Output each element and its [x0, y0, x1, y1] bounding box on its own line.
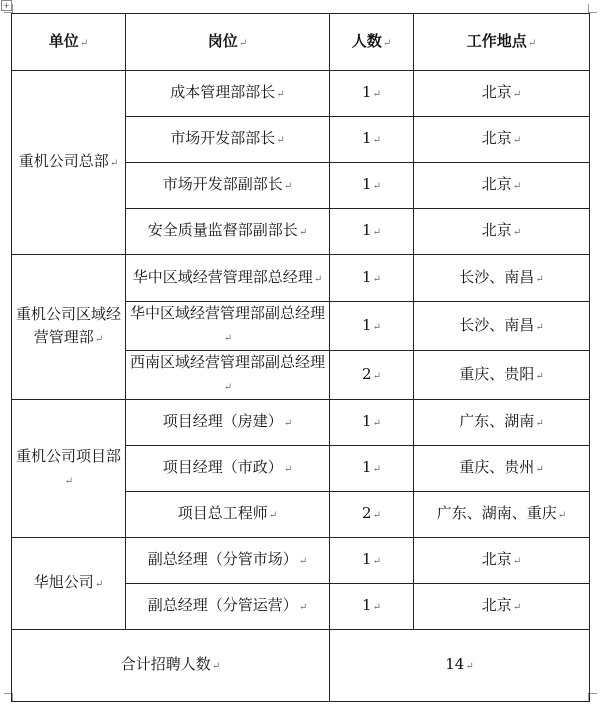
count-cell: 1↵ — [330, 163, 414, 209]
unit-cell: 重机公司项目部↵ — [12, 400, 126, 538]
position-cell: 副总经理（分管市场）↵ — [126, 538, 330, 584]
unit-cell: 重机公司总部↵ — [12, 71, 126, 255]
count-cell: 1↵ — [330, 71, 414, 117]
position-cell: 项目经理（房建）↵ — [126, 400, 330, 446]
count-cell: 1↵ — [330, 209, 414, 255]
position-cell: 副总经理（分管运营）↵ — [126, 584, 330, 630]
table-row — [12, 400, 590, 446]
position-cell: 项目总工程师↵ — [126, 492, 330, 538]
position-cell: 项目经理（市政）↵ — [126, 446, 330, 492]
page-corner-mark — [588, 4, 597, 13]
position-cell: 安全质量监督部副部长↵ — [126, 209, 330, 255]
location-cell: 北京↵ — [414, 117, 590, 163]
table-row — [12, 538, 590, 584]
header-location: 工作地点↵ — [414, 14, 590, 71]
total-row — [12, 630, 590, 702]
position-cell: 华中区域经营管理部副总经理↵ — [126, 302, 330, 351]
position-cell: 华中区域经营管理部总经理↵ — [126, 255, 330, 302]
unit-cell: 重机公司区域经营管理部↵ — [12, 255, 126, 400]
location-cell: 北京↵ — [414, 71, 590, 117]
count-cell: 2↵ — [330, 492, 414, 538]
total-label: 合计招聘人数↵ — [12, 630, 330, 702]
location-cell: 长沙、南昌↵ — [414, 255, 590, 302]
table-header-row — [12, 14, 590, 71]
count-cell: 2↵ — [330, 351, 414, 400]
page-corner-mark — [4, 4, 13, 13]
table-row — [12, 255, 590, 302]
position-cell: 市场开发部副部长↵ — [126, 163, 330, 209]
header-unit: 单位↵ — [12, 14, 126, 71]
table-anchor-icon[interactable]: + — [1, 0, 12, 11]
header-position: 岗位↵ — [126, 14, 330, 71]
location-cell: 重庆、贵州↵ — [414, 446, 590, 492]
count-cell: 1↵ — [330, 538, 414, 584]
location-cell: 北京↵ — [414, 538, 590, 584]
location-cell: 广东、湖南、重庆↵ — [414, 492, 590, 538]
location-cell: 北京↵ — [414, 163, 590, 209]
count-cell: 1↵ — [330, 446, 414, 492]
position-cell: 成本管理部部长↵ — [126, 71, 330, 117]
location-cell: 长沙、南昌↵ — [414, 302, 590, 351]
position-cell: 西南区域经营管理部副总经理↵ — [126, 351, 330, 400]
location-cell: 北京↵ — [414, 584, 590, 630]
location-cell: 重庆、贵阳↵ — [414, 351, 590, 400]
header-count: 人数↵ — [330, 14, 414, 71]
recruitment-table — [11, 13, 590, 702]
location-cell: 广东、湖南↵ — [414, 400, 590, 446]
table-row — [12, 71, 590, 117]
position-cell: 市场开发部部长↵ — [126, 117, 330, 163]
count-cell: 1↵ — [330, 255, 414, 302]
count-cell: 1↵ — [330, 584, 414, 630]
location-cell: 北京↵ — [414, 209, 590, 255]
unit-cell: 华旭公司↵ — [12, 538, 126, 630]
count-cell: 1↵ — [330, 302, 414, 351]
count-cell: 1↵ — [330, 400, 414, 446]
total-value: 14↵ — [330, 630, 590, 702]
count-cell: 1↵ — [330, 117, 414, 163]
